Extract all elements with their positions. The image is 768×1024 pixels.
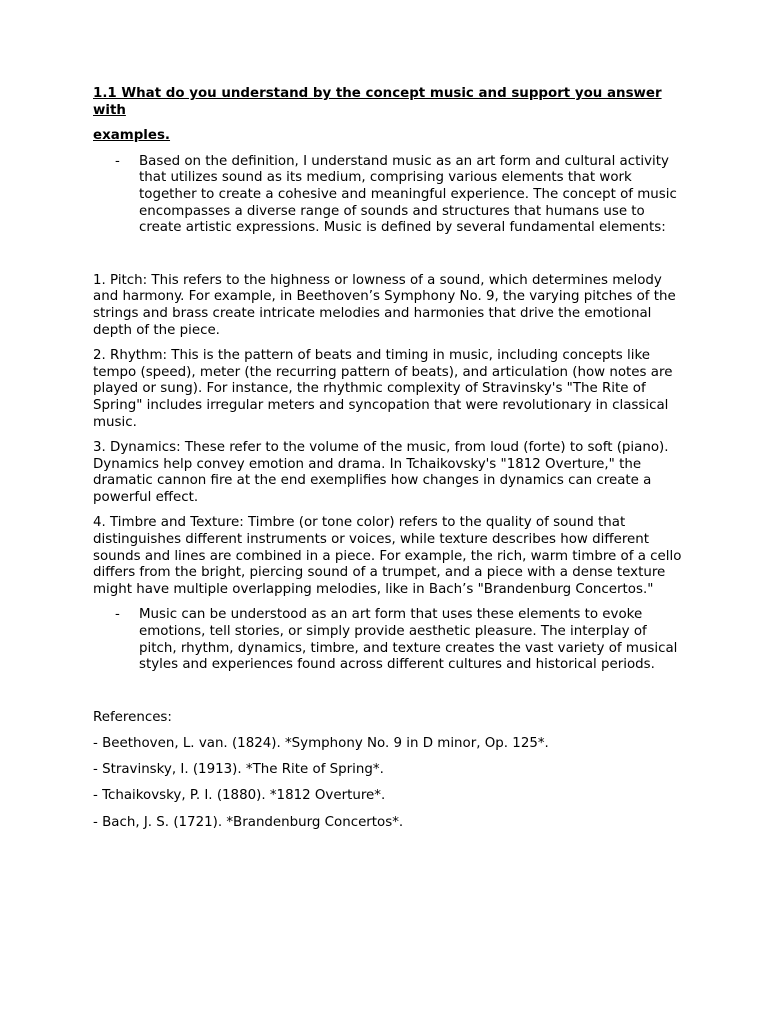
summary-bullet-text: Music can be understood as an art form that uses these elements to evoke emotions, tell stories, or simply provide aesthetic pleasure. The interplay of pitch, rhythm, dynamics, timbre, and texture creates the vast variety of musical styles and experiences found across different cultures and historical periods.: [139, 607, 678, 673]
element-dynamics: 3. Dynamics: These refer to the volume of the music, from loud (forte) to soft (piano). Dynamics help convey emotion and drama. In Tchaikovsky's "1812 Overture," the dramatic cannon fire at the end exemplifies how changes in dynamics can create a powerful effect.: [93, 440, 669, 505]
reference-item: - Tchaikovsky, P. I. (1880). *1812 Overture*.: [93, 788, 386, 804]
document-page: [93, 86, 683, 831]
element-timbre-texture: 4. Timbre and Texture: Timbre (or tone color) refers to the quality of sound that distinguishes different instruments or voices, while texture describes how different sounds and lines are combined in a piece. For example, the rich, warm timbre of a cello differs from the bright, piercing sound of a trumpet, and a piece with a dense texture might have multiple overlapping melodies, like in Bach’s "Brandenburg Concertos.": [93, 515, 682, 597]
intro-bullet-text: Based on the definition, I understand music as an art form and cultural activity that utilizes sound as its medium, comprising various elements that work together to create a cohesive and meaningful experience. The concept of music encompasses a diverse range of sounds and structures that humans use to create artistic expressions. Music is defined by several fundamental elements:: [139, 153, 677, 236]
reference-item: - Bach, J. S. (1721). *Brandenburg Concertos*.: [93, 814, 404, 830]
reference-item: - Stravinsky, I. (1913). *The Rite of Spring*.: [93, 762, 384, 778]
element-rhythm: 2. Rhythm: This is the pattern of beats and timing in music, including concepts like tempo (speed), meter (the recurring pattern of beats), and articulation (how notes are played or sung). For instance, the rhythmic complexity of Stravinsky's "The Rite of Spring" includes irregular meters and syncopation that were revolutionary in classical music.: [93, 348, 673, 430]
element-pitch: 1. Pitch: This refers to the highness or lowness of a sound, which determines melody and harmony. For example, in Beethoven’s Symphony No. 9, the varying pitches of the strings and brass create intricate melodies and harmonies that drive the emotional depth of the piece.: [93, 272, 676, 338]
bullet-marker: -: [115, 607, 120, 623]
bullet-marker: -: [115, 153, 120, 169]
intro-bullet: [93, 154, 683, 237]
references-title: References:: [93, 709, 172, 725]
question-heading: 1.1 What do you understand by the concept music and support you answer with: [93, 86, 662, 118]
summary-bullet: [93, 607, 683, 673]
reference-item: - Beethoven, L. van. (1824). *Symphony No. 9 in D minor, Op. 125*.: [93, 736, 549, 751]
question-heading-continued: examples.: [93, 128, 171, 144]
